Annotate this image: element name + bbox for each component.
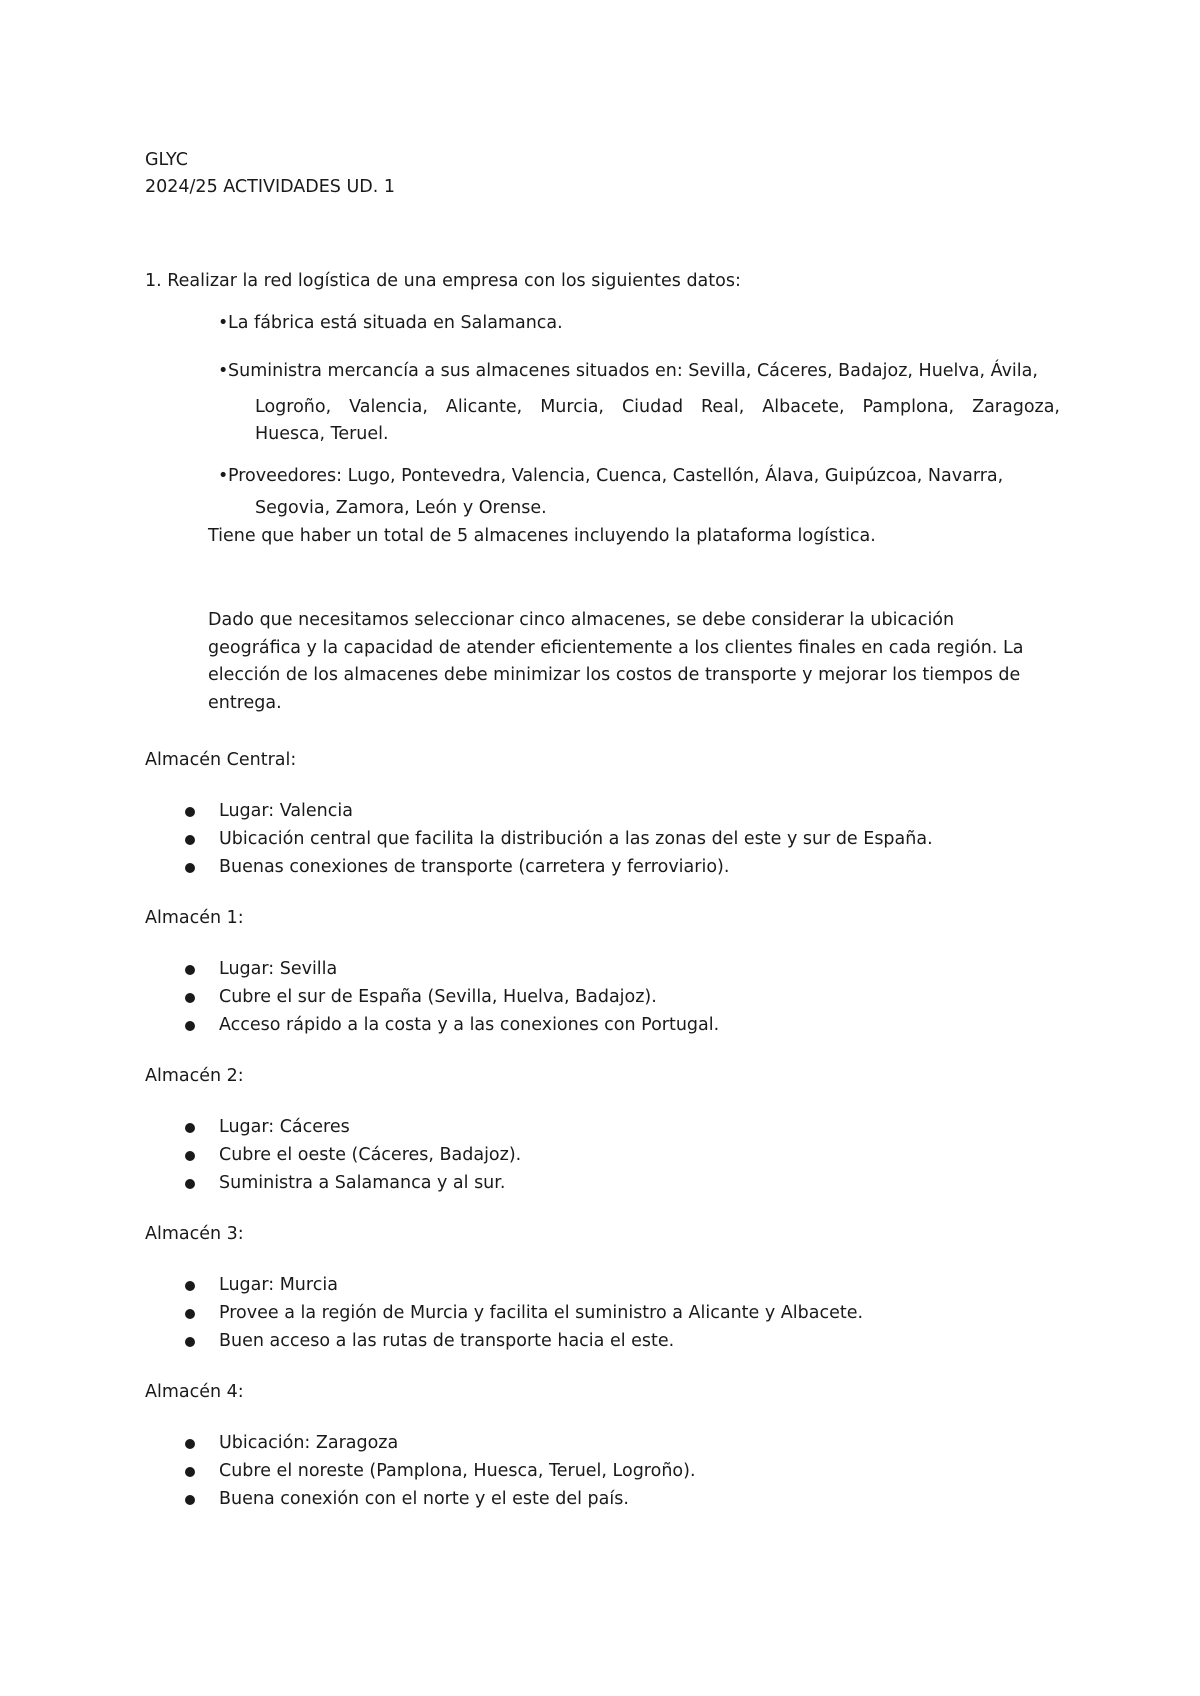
list-item: Lugar: Cáceres [185,1117,350,1138]
bullet-icon [185,1309,195,1319]
list-item: Ubicación central que facilita la distribución a las zonas del este y sur de España. [185,829,933,850]
header-activity-title: 2024/25 ACTIVIDADES UD. 1 [145,177,396,197]
bullet-icon [185,863,195,873]
list-item: Ubicación: Zaragoza [185,1433,398,1454]
bullet-icon [185,1467,195,1477]
task-point-suppliers [218,466,1003,487]
list-item: Suministra a Salamanca y al sur. [185,1173,505,1194]
header-course: GLYC [145,150,188,170]
bullet-icon [185,835,195,845]
task-point-text: La fábrica está situada en Salamanca. [228,313,563,333]
section-title: Almacén Central: [145,750,297,770]
bullet-icon [185,1179,195,1189]
bullet-icon [185,993,195,1003]
list-item: Buen acceso a las rutas de transporte hacia el este. [185,1331,674,1352]
list-item: Provee a la región de Murcia y facilita el suministro a Alicante y Albacete. [185,1303,863,1324]
task-point-suppliers-cont: Segovia, Zamora, León y Orense. [255,498,547,518]
list-item: Lugar: Murcia [185,1275,338,1296]
list-item: Buena conexión con el norte y el este del país. [185,1489,629,1510]
bullet-icon: • [218,313,229,333]
task-total-note: Tiene que haber un total de 5 almacenes incluyendo la plataforma logística. [208,526,876,546]
bullet-icon [185,807,195,817]
bullet-icon [185,1151,195,1161]
task-heading: 1. Realizar la red logística de una empresa con los siguientes datos: [145,271,741,291]
intro-line: entrega. [208,693,282,713]
intro-line: elección de los almacenes debe minimizar los costos de transporte y mejorar los tiempos de [208,665,1021,685]
section-title: Almacén 1: [145,908,244,928]
list-item: Cubre el noreste (Pamplona, Huesca, Teruel, Logroño). [185,1461,696,1482]
intro-line: Dado que necesitamos seleccionar cinco almacenes, se debe considerar la ubicación [208,610,955,630]
bullet-icon [185,965,195,975]
section-title: Almacén 3: [145,1224,244,1244]
list-item: Lugar: Valencia [185,801,353,822]
bullet-icon: • [218,361,229,381]
bullet-icon [185,1281,195,1291]
list-item: Acceso rápido a la costa y a las conexiones con Portugal. [185,1015,719,1036]
bullet-icon [185,1495,195,1505]
task-point-factory [218,313,563,334]
bullet-icon [185,1123,195,1133]
list-item: Lugar: Sevilla [185,959,337,980]
list-item: Cubre el oeste (Cáceres, Badajoz). [185,1145,521,1166]
task-point-warehouses-cont: Logroño, Valencia, Alicante, Murcia, Ciudad Real, Albacete, Pamplona, Zaragoza, [255,397,1060,417]
section-title: Almacén 4: [145,1382,244,1402]
bullet-icon [185,1021,195,1031]
list-item: Buenas conexiones de transporte (carretera y ferroviario). [185,857,729,878]
section-title: Almacén 2: [145,1066,244,1086]
task-point-warehouses [218,361,1038,382]
bullet-icon [185,1337,195,1347]
list-item: Cubre el sur de España (Sevilla, Huelva, Badajoz). [185,987,657,1008]
task-point-warehouses-end: Huesca, Teruel. [255,424,389,444]
task-point-text: Proveedores: Lugo, Pontevedra, Valencia, Cuenca, Castellón, Álava, Guipúzcoa, Navarra, [228,466,1004,486]
bullet-icon: • [218,466,229,486]
bullet-icon [185,1439,195,1449]
task-point-text: Suministra mercancía a sus almacenes situados en: Sevilla, Cáceres, Badajoz, Huelva, Ávila, [228,361,1038,381]
intro-line: geográfica y la capacidad de atender eficientemente a los clientes finales en cada región. La [208,638,1024,658]
